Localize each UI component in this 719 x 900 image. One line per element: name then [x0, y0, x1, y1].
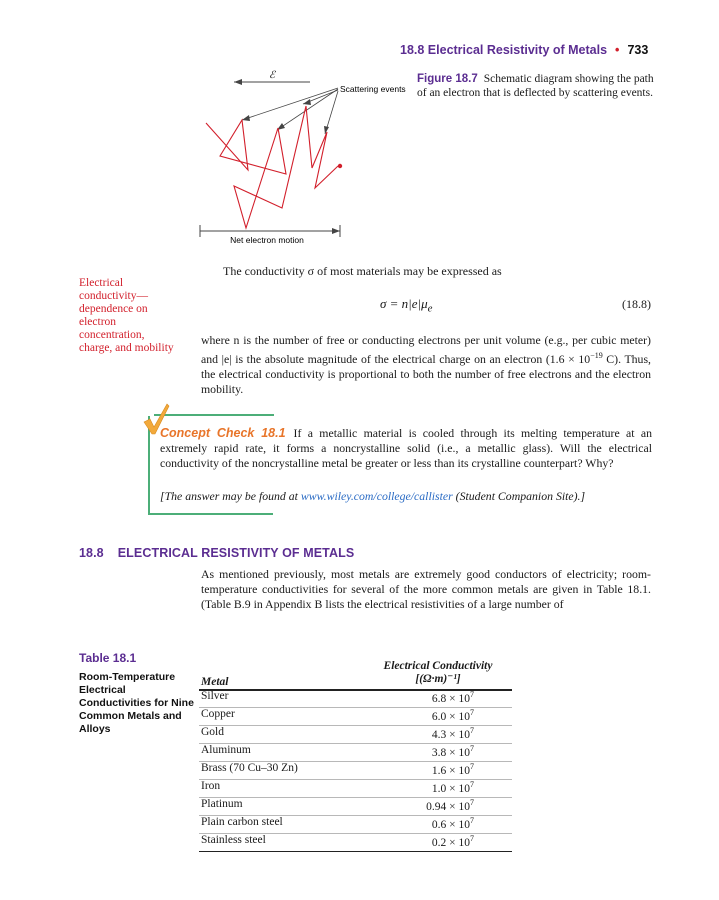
body-paragraph-before: where n is the number of free or conducting electrons per unit volume (e.g., per cubic meter) and |e| is the absolute magnitude of the electrical charge on an electron (1.6 × 10	[201, 333, 651, 366]
table-cell-exponent: 7	[470, 834, 474, 843]
net-motion-label: Net electron motion	[230, 235, 304, 245]
concept-check-title: Concept Check 18.1	[160, 426, 286, 440]
table-cell-exponent: 7	[470, 708, 474, 717]
body-paragraph-after: C). Thus, the electrical conductivity is proportional to both the number of free electrons and the electron mobility.	[201, 351, 651, 396]
table-cell-conductivity: $0.2 \times 10^7$	[431, 834, 474, 849]
section-paragraph: As mentioned previously, most metals are extremely good conductors of electricity; room-temperature conductivities for several of the more common metals are given in Table 18.1. (Table B.9 in Appendix B lists the electrical resistivities of a large number of	[201, 567, 651, 611]
concept-check-text	[160, 426, 652, 471]
table-row	[199, 798, 512, 816]
table-cell-metal: Brass (70 Cu–30 Zn)	[201, 762, 298, 774]
answer-prefix: [The answer may be found at	[160, 489, 298, 503]
figure-label: Figure 18.7	[417, 73, 478, 85]
table-cell-conductivity: $0.6 \times 10^7$	[431, 816, 474, 831]
table-cell-exponent: 7	[470, 726, 474, 735]
concept-check-bottom-rule	[148, 513, 273, 515]
table-row	[199, 708, 512, 726]
table-cell-metal: Gold	[201, 726, 224, 738]
table-row	[199, 726, 512, 744]
table-row-rule	[199, 851, 512, 853]
intro-text: The conductivity σ of most materials may be expressed as	[223, 264, 502, 278]
table-row	[199, 744, 512, 762]
table-cell-metal: Copper	[201, 708, 235, 720]
margin-note: Electrical conductivity—dependence on electron concentration, charge, and mobility	[79, 277, 174, 354]
table-row	[199, 780, 512, 798]
electron-path-figure	[190, 68, 415, 253]
table-cell-metal: Aluminum	[201, 744, 251, 756]
table-header-units: [(Ω·m)⁻¹]	[415, 673, 461, 685]
table-cell-metal: Platinum	[201, 798, 243, 810]
concept-check-answer	[160, 489, 652, 504]
field-label: ℰ	[268, 70, 276, 81]
table-cell-conductivity: $1.6 \times 10^7$	[431, 762, 474, 777]
table-cell-exponent: 7	[470, 744, 474, 753]
electron-path	[206, 106, 338, 228]
table-label: Table 18.1	[79, 651, 137, 665]
table-header-conductivity-title: Electrical Conductivity	[383, 660, 493, 672]
table-cell-conductivity: $6.8 \times 10^7$	[431, 690, 474, 705]
electron-dot	[338, 164, 342, 168]
equation	[380, 296, 432, 315]
body-paragraph-exponent: −19	[590, 351, 603, 360]
table-cell-exponent: 7	[470, 780, 474, 789]
page-number: 733	[627, 43, 649, 57]
running-head	[400, 43, 655, 57]
scattering-pointers	[242, 88, 338, 134]
table-cell-metal: Stainless steel	[201, 834, 266, 846]
table-cell-conductivity: $4.3 \times 10^7$	[431, 726, 474, 741]
table-row	[199, 690, 512, 708]
running-head-bullet: •	[615, 43, 620, 57]
section-number: 18.8	[79, 546, 104, 560]
answer-suffix: (Student Companion Site).]	[455, 489, 586, 503]
table-caption: Room-Temperature Electrical Conductivities for Nine Common Metals and Alloys	[79, 671, 194, 735]
table-row	[199, 816, 512, 834]
figure-caption	[417, 72, 657, 100]
table-cell-exponent: 7	[470, 690, 474, 699]
field-arrowhead	[234, 79, 242, 85]
equation-subscript: e	[427, 302, 433, 315]
table-cell-conductivity: $3.8 \times 10^7$	[431, 744, 474, 759]
table-cell-exponent: 7	[470, 798, 474, 807]
table-cell-conductivity: $0.94 \times 10^7$	[426, 798, 474, 813]
table-cell-metal: Iron	[201, 780, 221, 792]
body-paragraph	[201, 333, 651, 397]
running-head-section: 18.8 Electrical Resistivity of Metals	[400, 43, 608, 57]
section-heading	[79, 546, 354, 560]
table-cell-metal: Silver	[201, 690, 229, 702]
answer-link[interactable]: www.wiley.com/college/callister	[300, 489, 453, 503]
section-title: ELECTRICAL RESISTIVITY OF METALS	[117, 546, 355, 560]
net-motion-arrowhead	[332, 228, 340, 234]
table-cell-exponent: 7	[470, 762, 474, 771]
equation-text: σ = n|e|μ	[380, 296, 428, 311]
table-row	[199, 834, 512, 852]
concept-check-question: If a metallic material is cooled through its melting temperature at an extremely rapid rate, it forms a noncrystalline solid (i.e., a metallic glass). Will the electrical conductivity of the noncrystalline metal be greater or less than its crystalline counterpart? Why?	[160, 426, 652, 470]
table-cell-conductivity: $1.0 \times 10^7$	[431, 780, 474, 795]
figure-caption-text: Schematic diagram showing the path of an electron that is deflected by scattering events.	[417, 73, 654, 99]
table-header-metal: Metal	[201, 676, 229, 688]
table-row	[199, 762, 512, 780]
equation-number: (18.8)	[622, 297, 651, 311]
table-cell-metal: Plain carbon steel	[201, 816, 283, 828]
table-header-conductivity	[368, 660, 508, 686]
table-cell-conductivity: $6.0 \times 10^7$	[431, 708, 474, 723]
scattering-label: Scattering events	[340, 84, 406, 94]
table-cell-exponent: 7	[470, 816, 474, 825]
concept-check-top-rule	[154, 414, 274, 416]
